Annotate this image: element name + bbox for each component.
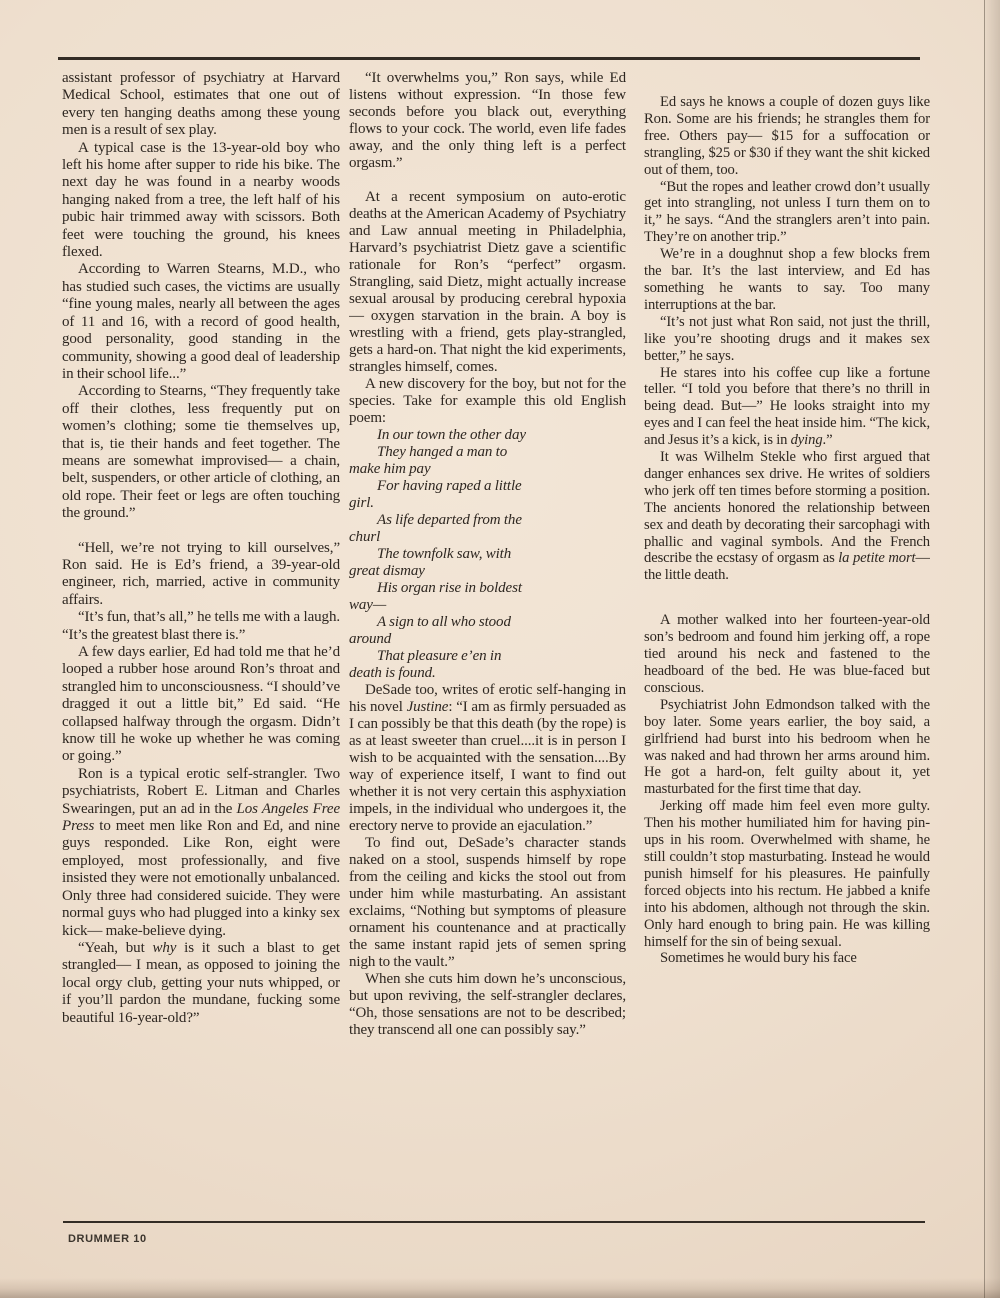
paragraph: A typical case is the 13-year-old boy who left his home after supper to ride his bike. The next day he was found in a nearby woods hanging naked from a tree, the left half of his pubic hair trimmed away with scissors. Both feet were touching the ground, his knees flexed. [62,139,340,261]
paragraph: DeSade too, writes of erotic self-hanging in his novel Justine: “I am as firmly persuaded as I can possibly be that this death (by the rope) is as at least sweeter than cruel....it is in person I wish to be acquainted with the sensation....By way of experience itself, I want to find out whether it is not very certain this asphyxiation impels, in the individual who undergoes it, the erectory nerve to provide an ejaculation.” [349,682,626,834]
paragraph: “Yeah, but why is it such a blast to get strangled— I mean, as opposed to joining the local orgy club, getting your nuts whipped, or if you’ll pardon the mundane, fucking some beautiful 16-year-old?” [62,939,340,1026]
paragraph: A new discovery for the boy, but not for the species. Take for example this old English poem: [349,376,626,426]
paragraph: “Hell, we’re not trying to kill ourselves,” Ron said. He is Ed’s friend, a 39-year-old engineer, rich, married, active in community affairs. [62,539,340,608]
paragraph: A few days earlier, Ed had told me that he’d looped a rubber hose around Ron’s throat and strangled him to unconsciousness. “I should’ve dragged it out a little bit,” Ed said. “He collapsed halfway through the orgasm. Didn’t know till he woke up whether he was coming or going.” [62,644,340,765]
bottom-rule [63,1221,925,1223]
italic-text: dying [790,432,823,449]
poem [349,427,626,682]
top-rule [58,57,920,60]
page-edge-right [984,0,1000,1298]
verse-line: way— [349,597,387,613]
text-column-2 [349,70,626,1221]
paragraph: Ron is a typical erotic self-strangler. Two psychiatrists, Robert E. Litman and Charles Swearingen, put an ad in the Los Angeles Free Press to meet men like Ron and Ed, and nine guys responded. Like Ron, eight were employed, most professionally, and five insisted they were not emotionally unbalanced. Only three had considered suicide. They were normal guys who had plugged into a kinky sex kick— make-believe dying. [62,765,340,939]
italic-text: la petite mort [838,550,916,567]
paragraph: Sometimes he would bury his face [660,950,857,967]
paragraph: To find out, DeSade’s character stands naked on a stool, suspends himself by rope from the ceiling and kicks the stool out from under him while masturbating. An assistant exclaims, “Nothing but symptoms of pleasure ornament his countenance and at practically the same instant rapid jets of semen spring nigh to the vault.” [349,835,626,970]
paragraph: “It’s not just what Ron said, not just the thrill, like you’re shooting drugs and it makes sex better,” he says. [644,313,930,364]
verse-line: As life departed from the [377,512,522,528]
italic-text: Justine [406,699,449,715]
paragraph: At a recent symposium on auto-erotic deaths at the American Academy of Psychiatry and Law annual meeting in Philadelphia, Harvard’s psychiatrist Dietz gave a scientific rationale for Ron’s “perfect” orgasm. Strangling, said Dietz, might actually increase sexual arousal by producing cerebral hypoxia— oxygen starvation in the brain. A boy is wrestling with a friend, gets play-strangled, gets a hard-on. That night the kid experiments, strangles himself, comes. [349,189,626,375]
verse-line: That pleasure e’en in [377,648,502,664]
italic-text: Los Angeles Free Press [62,800,340,835]
verse-line: They hanged a man to [377,444,508,460]
verse-line: girl. [349,495,374,511]
verse-line: great dismay [349,563,425,579]
paragraph: A mother walked into her fourteen-year-old son’s bedroom and found him jerking off, a rope tied around his neck and fastened to the headboard of the bed. He was blue-faced but conscious. [644,612,930,696]
text-column-3 [644,94,930,1221]
paragraph: “It’s fun, that’s all,” he tells me with a laugh. “It’s the greatest blast there is.” [62,609,340,643]
paragraph: He stares into his coffee cup like a fortune teller. “I told you before that there’s no thrill in being dead. But—” He looks straight into my eyes and I can feel the heat inside him. “The kick, and Jesus it’s a kick, is in dying.” [644,364,930,449]
italic-text: why [152,939,177,956]
verse-line: His organ rise in boldest [377,580,522,596]
paragraph: Psychiatrist John Edmondson talked with the boy later. Some years earlier, the boy said, a girlfriend had burst into his bedroom when he was naked and had thrown her arms around him. He got a hard-on, felt guilty about it, yet masturbated for the first time that day. [644,696,930,798]
paragraph: assistant professor of psychiatry at Harvard Medical School, estimates that one out of every ten hanging deaths among these young men is a result of sex play. [62,70,340,139]
paragraph: We’re in a doughnut shop a few blocks frem the bar. It’s the last interview, and Ed has something he wants to say. Too many interruptions at the bar. [644,246,930,313]
verse-line: churl [349,529,381,545]
paragraph: Jerking off made him feel even more gulty. Then his mother humiliated him for having pin-ups in his room. Overwhelmed with shame, he still couldn’t stop masturbating. Instead he would punish himself for his pleasures. He painfully forced objects into his rectum. He jabbed a knife into his abdomen, although not through the skin. Only hard enough to bring pain. He was killing himself for the sin of being sexual. [644,798,930,950]
text-column-1 [62,70,340,1221]
paragraph: According to Warren Stearns, M.D., who has studied such cases, the victims are usually “fine young males, nearly all between the ages of 11 and 16, with a record of good health, good personality, good standing in the community, showing a good deal of leadership in their school life...” [62,261,340,382]
paragraph: When she cuts him down he’s unconscious, but upon reviving, the self-strangler declares, “Oh, those sensations are not to be described; they transcend all one can possibly say.” [349,971,626,1038]
paragraph: “It overwhelms you,” Ron says, while Ed listens without expression. “In those few seconds before you black out, everything flows to your cock. The world, even life fades away, and the only thing left is a perfect orgasm.” [349,70,626,171]
verse-line: In our town the other day [377,427,526,443]
paragraph: It was Wilhelm Stekle who first argued that danger enhances sex drive. He writes of soldiers who jerk off ten times before storming a position. The ancients honored the relationship between sex and death by decorating their sarcophagi with phallic and vaginal symbols. And the French describe the ecstasy of orgasm as la petite mort— the little death. [644,449,930,584]
verse-line: For having raped a little [377,478,522,494]
paragraph: “But the ropes and leather crowd don’t usually get into strangling, not unless I turn them on to it,” he says. “And the stranglers aren’t into pain. They’re on another trip.” [644,178,930,246]
paragraph: Ed says he knows a couple of dozen guys like Ron. Some are his friends; he strangles them for free. Others pay— $15 for a suffocation or strangling, $25 or $30 if they want the shit kicked out of them, too. [644,94,930,178]
verse-line: The townfolk saw, with [377,546,512,562]
footer-page-label: DRUMMER 10 [68,1233,147,1245]
verse-line: death is found. [349,665,436,681]
verse-line: A sign to all who stood [377,614,511,630]
paragraph: According to Stearns, “They frequently take off their clothes, less frequently put on women’s clothing; some tie themselves up, that is, tie their hands and feet together. The means are somewhat improvised— a chain, belt, suspenders, or other article of clothing, an old rope. Their feet or legs are often touching the ground.” [62,383,340,522]
verse-line: make him pay [349,461,431,477]
verse-line: around [349,631,392,647]
page-edge-bottom [0,1278,1000,1298]
